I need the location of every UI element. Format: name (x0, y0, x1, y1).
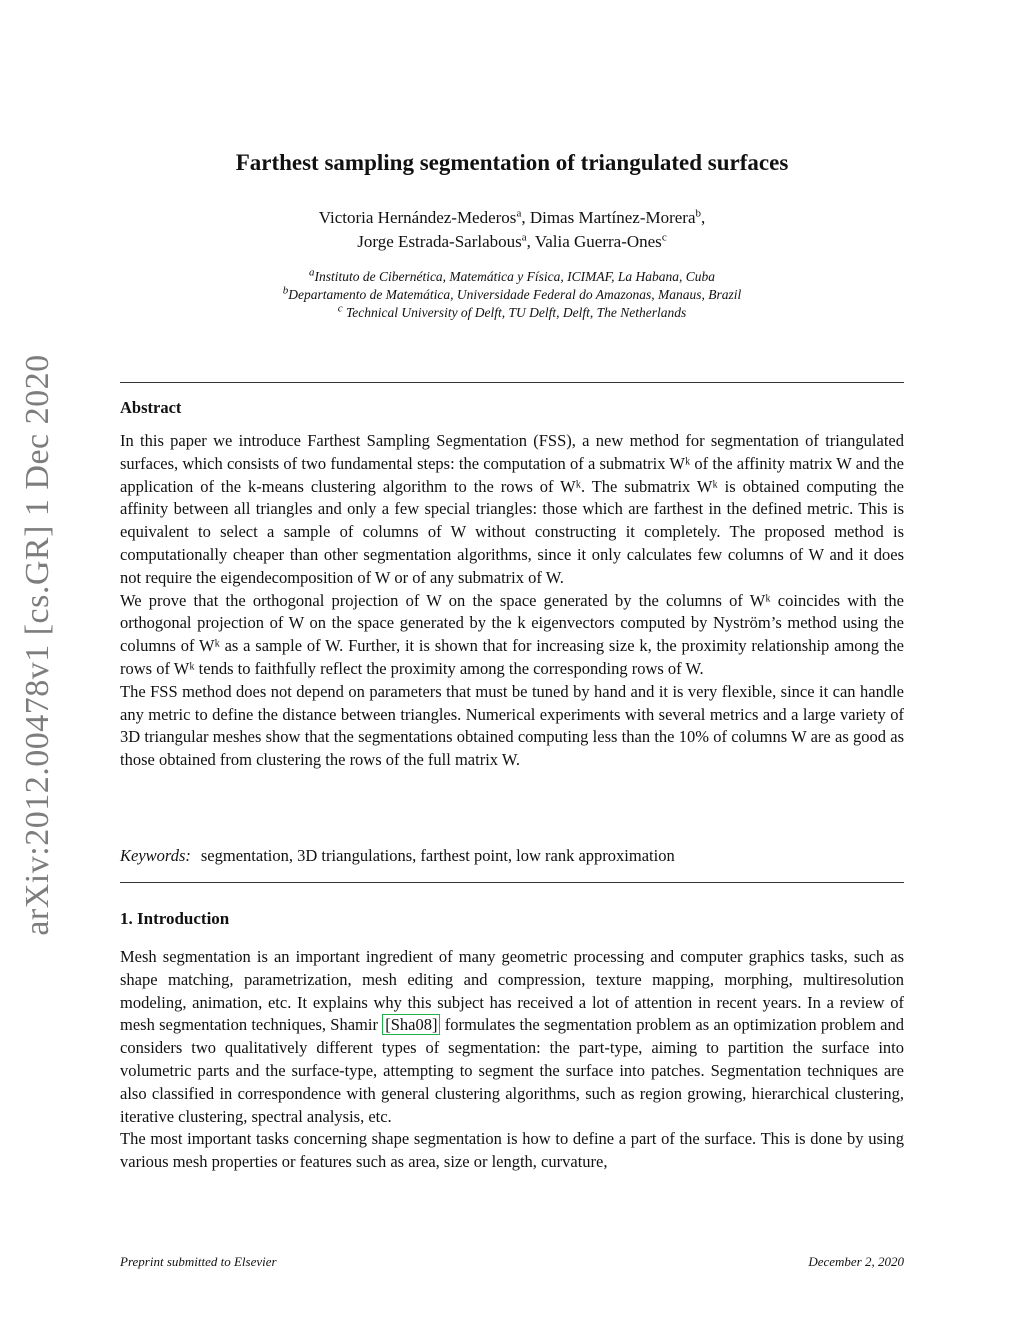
author-name: Jorge Estrada-Sarlabous (357, 232, 522, 251)
abstract-paragraph: In this paper we introduce Farthest Sampling Segmentation (FSS), a new method for segmentation of triangulated surfaces, which consists of two fundamental steps: the computation of a submatrix Wᵏ of the affinity matrix W and the application of the k-means clustering algorithm to the rows of Wᵏ. The submatrix Wᵏ is obtained computing the affinity between all triangles and only a few special triangles: those which are farthest in the defined metric. This is equivalent to select a sample of columns of W without constructing it completely. The proposed method is computationally cheaper than other segmentation algorithms, since it only calculates few columns of W and it does not require the eigendecomposition of W or of any submatrix of W. (120, 431, 904, 587)
abstract-paragraph: We prove that the orthogonal projection of W on the space generated by the columns of Wᵏ coincides with the orthogonal projection of W on the space generated by the k eigenvectors computed by Nyström’s method using the columns of Wᵏ as a sample of W. Further, it is shown that for increasing size k, the proximity relationship among the rows of Wᵏ tends to faithfully reflect the proximity among the corresponding rows of W. (120, 590, 904, 678)
abstract-paragraph: The FSS method does not depend on parameters that must be tuned by hand and it is very flexible, since it can handle any metric to define the distance between triangles. Numerical experiments with several metrics and a large variety of 3D triangular meshes show that the segmentations obtained computing less than the 10% of columns W are as good as those obtained from clustering the rows of the full matrix W. (120, 681, 904, 770)
paper-title: Farthest sampling segmentation of triangulated surfaces (235, 150, 789, 175)
author-name: , Dimas Martínez-Morera (521, 208, 696, 227)
affiliation-c: $^c$ Technical University of Delft, TU Delft, Delft, The Netherlands (337, 302, 687, 320)
author-affil-mark: b (695, 207, 702, 220)
author-name: Victoria Hernández-Mederos (318, 208, 517, 227)
citation-link[interactable]: [Sha08] (382, 1014, 440, 1035)
author-affil-mark: a (516, 207, 522, 220)
top-divider (120, 382, 904, 383)
author-list (120, 206, 904, 254)
section-heading: 1. Introduction (120, 909, 230, 928)
keywords (120, 846, 904, 866)
intro-paragraph: The most important tasks concerning shape segmentation is how to define a part of the surface. This is done by using various mesh properties or features such as area, size or length, curvature, (120, 1129, 904, 1172)
arxiv-side-stamp: arXiv:2012.00478v1 [cs.GR] 1 Dec 2020 (19, 354, 56, 936)
author-affil-mark: c (661, 231, 667, 244)
affiliation-b: $^b$Departamento de Matemática, Universidade Federal do Amazonas, Manaus, Brazil (282, 284, 742, 302)
intro-paragraph: Mesh segmentation is an important ingredient of many geometric processing and computer graphics tasks, such as shape matching, parametrization, mesh editing and compression, texture mapping, morphing, multiresolution modeling, animation, etc. It explains why this subject has received a lot of attention in recent years. In a review of mesh segmentation techniques, Shamir [Sha08] formulates the segmentation problem as an optimization problem and considers two qualitatively different types of segmentation: the part-type, aiming to partition the surface into volumetric parts and the surface-type, attempting to segment the surface into patches. Segmentation techniques are also classified in correspondence with general clustering algorithms, such as region growing, hierarchical clustering, iterative clustering, spectral analysis, etc. (120, 947, 905, 1126)
author-affil-mark: a (521, 231, 527, 244)
author-separator: , (701, 208, 706, 227)
footer-date: December 2, 2020 (808, 1254, 904, 1269)
author-name: , Valia Guerra-Ones (526, 232, 662, 251)
abstract-body (120, 430, 904, 772)
keywords-label: Keywords: (120, 846, 191, 865)
affiliation-a: $^a$Instituto de Cibernética, Matemática y Física, ICIMAF, La Habana, Cuba (308, 266, 716, 284)
abstract-heading: Abstract (120, 398, 182, 417)
keywords-text: segmentation, 3D triangulations, farthest point, low rank approximation (200, 846, 675, 865)
intro-body (120, 946, 904, 1174)
footer-preprint: Preprint submitted to Elsevier (120, 1254, 277, 1269)
affiliations (120, 268, 904, 322)
bottom-divider (120, 882, 904, 883)
